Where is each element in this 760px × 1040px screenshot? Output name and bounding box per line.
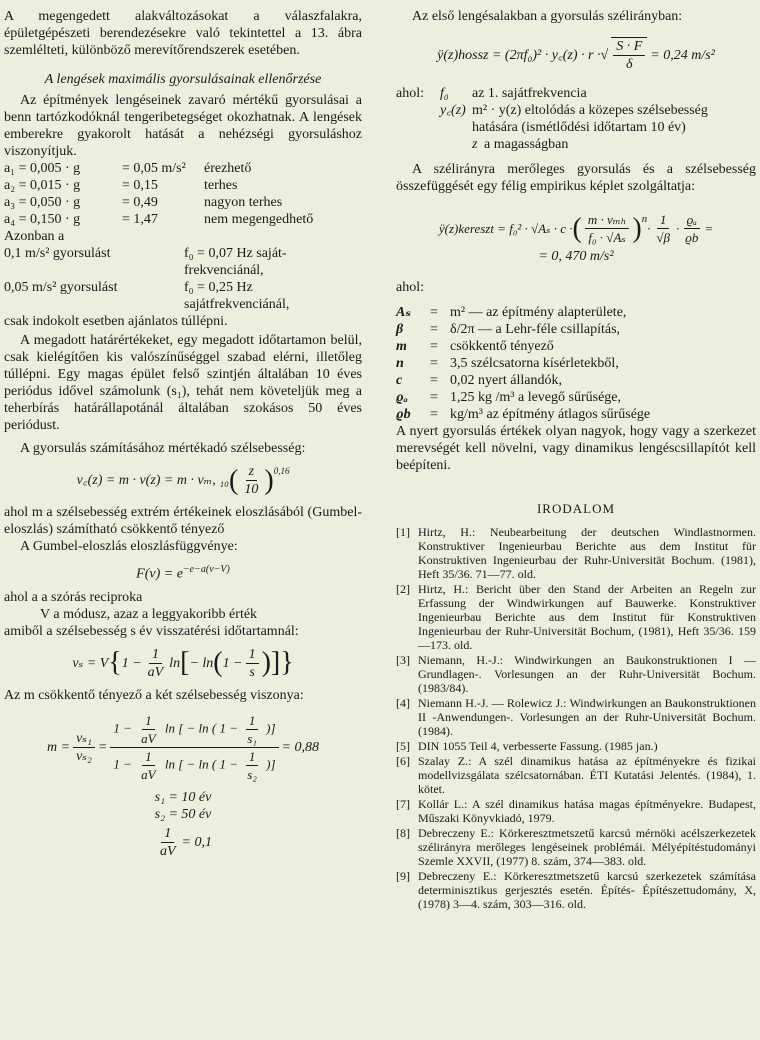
- paragraph-hatarertekek: A megadott határértékeket, egy megadott időtartamon belül, csak kielégítően kis valószínűséggel szabad elérni, illetőleg túllépni. Egy magas épület felső szintjén általában 10 éves periódus idővel számolunk (s₁), tehát nem követeljük meg a teherbírás határállapotánál általában szokásos 50 éves periódust.: [4, 333, 362, 433]
- paragraph-m-ratio: Az m csökkentő tényező a két szélsebesség viszonya:: [4, 687, 304, 703]
- left-column: A megengedett alakváltozásokat a válaszfalakra, épületgépészeti berendezésekre való tekintettel a 13. ábra szemlélteti, különböző merevítőrendszerek esetében. A lengések maximális gyorsulásainak ellenőrzése Az építmények lengéseinek zavaró mértékű gyorsulásai a benn tartózkodóknál tengeribetegséget okozhatnak. A lengések emberekre gyakorolt hatását a nehézségi gyorsuláshoz viszonyítjuk. a₁ = 0,005 · g = 0,05 m/s² érezhető a₂ = 0,015 · g = 0,15 terhes a₃ = 0,050 · g = 0,49 nagyon terhes a₄ = 0,150 · g = 1,47 nem megengedhető Azonban a 0,1 m/s² gyorsulást f₀ = 0,07 Hz saját- frekvenciánál, 0,05 m/s² gyorsulást f₀ = 0,25 Hz sajátfrekvenciánál, csak indokolt esetben ajánlatos túllépni. A megadott határértékeket, egy megadott időtartamon belül, csak kielégítően kis valószínűséggel szabad elérni, illetőleg túllépni. Egy magas épület felső szintjén általában 10 éves periódus idővel számolunk (s₁), tehát nem követeljük meg a teherbírás határállapotánál általában szokásos 50 éves periódust. A gyorsulás számításához mértékadó szélsebesség: v꜀(z) = m · v(z) = m · vₘ, ₁₀ ( $\frac{z}{10}$ ) $^{0,16}$ ahol m a szélsebesség extrém értékeinek eloszlásából (Gumbel-eloszlás) számítható csökkentő tényező A Gumbel-eloszlás eloszlásfüggvénye: $F(v) = e^{-e-a(v-V)}$ ahol a a szórás reciproka V a módusz, azaz a leggyakoribb érték amiből a szélsebesség s év visszatérési időtartamnál: vₛ = V { 1 − $\frac{1}{aV}$ ln [ − ln ( 1 − $\frac{1}{s}$ )]} Az m csökkentő tényező a két szélsebesség viszonya: m = $\frac{\text{vₛ₁}}{\text{vₛ₂}}$ = 1 − $\frac{1}{aV}$ ln [ − ln ( 1 − $\frac{1}{\text{s₁}}$ )] 1 − $\frac{1}{aV}$ ln [ − ln ( 1 − $\frac{1}{\text{s₂}}$ )] = 0,88 s₁ = 10 év s₂ = 50 év $\frac{1}{aV}$ = 0,1: [4, 9, 362, 859]
- condition-s2: s₂ = 50 év: [154, 806, 212, 822]
- where-label-2: ahol:: [396, 280, 424, 295]
- gumbel-text: A Gumbel-eloszlás eloszlásfüggvénye:: [20, 539, 238, 554]
- condition-s1: s₁ = 10 év: [154, 789, 212, 805]
- reference-list: [396, 525, 756, 911]
- condition-av: $\frac{1}{aV}$ = 0,1: [159, 825, 212, 859]
- only-allowed-text: csak indokolt esetben ajánlatos túllépni.: [4, 314, 228, 329]
- accel-row: a₃ = 0,050 · g = 0,49 nagyon terhes: [4, 195, 283, 210]
- paragraph-return-period: amiből a szélsebesség s év visszatérési időtartamnál:: [4, 623, 299, 639]
- symbol-row: m = csökkentő tényező: [396, 339, 554, 354]
- symbol-row: β = δ/2π — a Lehr-féle csillapítás,: [396, 322, 621, 337]
- symbol-row: c = 0,02 nyert állandók,: [396, 373, 562, 388]
- accel-row: a₄ = 0,150 · g = 1,47 nem megengedhető: [4, 212, 314, 227]
- symbol-table: [396, 304, 756, 423]
- symbol-row: Aₛ = m² — az építmény alapterülete,: [396, 305, 627, 320]
- symbol-row: ϱₐ = 1,25 kg /m³ a levegő sűrűsége,: [396, 390, 621, 405]
- reference-item: [3] Niemann, H.-J.: Windwirkungen an Baukonstruktionen I — Grundlagen-. Vorlesungen an der Ruhr-Universität Bochum. (1983/84).: [396, 653, 756, 695]
- reference-item: [8] Debreczeny E.: Körkeresztmetszetű karcsú mérnöki acélszerkezetek szélirányra merőleges lengéseinek problémái. Mélyépítéstudományi Szemle XXVII, (1977) 8. szám, 374—383. old.: [396, 826, 756, 868]
- reference-item: [5] DIN 1055 Teil 4, verbesserte Fassung. (1985 jan.): [396, 739, 658, 753]
- reference-item: [1] Hirtz, H.: Neubearbeitung der deutschen Windlastnormen. Konstruktiver Ingenieurbau Berichte aus dem Institut für Konstruktiven Ingenieurbau der Ruhr-Universität Bochum. (1981), Heft 35/36. 71—77. old.: [396, 525, 756, 581]
- paragraph-lengesek: Az építmények lengéseinek zavaró mértékű gyorsulásai a benn tartózkodóknál tengeribetegséget okozhatnak. A lengések emberekre gyakorolt hatását a nehézségi gyorsuláshoz viszonyítjuk.: [4, 93, 362, 159]
- equation-m: m = $\frac{\text{vₛ₁}}{\text{vₛ₂}}$ = 1 − $\frac{1}{aV}$ ln [ − ln ( 1 − $\frac{1}{\text{s₁}}$ )] 1 − $\frac{1}{aV}$ ln [ − ln ( 1 − $\frac{1}{\text{s₂}}$ )] = 0,88: [47, 712, 319, 782]
- cross-wind-result: = 0, 470 m/s²: [538, 249, 614, 264]
- accel-row: a₁ = 0,005 · g = 0,05 m/s² érezhető: [4, 161, 252, 176]
- equation-along-wind: ÿ(z)hossz = (2πf₀)² · y꜀(z) · r · √ $\frac{S \cdot F}{\delta}$ = 0,24 m/s²: [437, 39, 715, 72]
- reference-item: [9] Debreczeny E.: Körkeresztmetszetű karcsú szerkezetek számítása determinisztikus gerjesztés esetén. Építés- Építészettudomány, X, (1978) 3—4. szám, 303—316. old.: [396, 869, 756, 911]
- where-table-1: ahol: f₀ az 1. sajátfrekvencia y꜀(z) m² · y(z) eltolódás a közepes szélsebesség hatására (ismétlődési időtartam 10 év) z a magasságban: [396, 86, 708, 152]
- right-column: [396, 8, 756, 912]
- equation-wind-speed: v꜀(z) = m · v(z) = m · vₘ, ₁₀ ( $\frac{z}{10}$ ) $^{0,16}$: [76, 464, 290, 497]
- conclusion-paragraph: A nyert gyorsulás értékek olyan nagyok, hogy vagy a szerkezet merevségét kell növelni, vagy dinamikus lengéscsillapítót kell beépíteni.: [396, 424, 756, 473]
- where-a: ahol a a szórás reciproka: [4, 589, 143, 605]
- paragraph-cross-wind: A szélirányra merőleges gyorsulás és a szélsebesség összefüggését egy félig empirikus képlet szolgáltatja:: [396, 162, 756, 194]
- section-heading: A lengések maximális gyorsulásainak ellenőrzése: [44, 72, 322, 87]
- reference-item: [7] Kollár L.: A szél dinamikus hatása magas építményekre. Budapest, Műszaki Könyvkiadó, 1979.: [396, 797, 756, 825]
- equation-vs: vₛ = V { 1 − $\frac{1}{aV}$ ln [ − ln ( 1 − $\frac{1}{s}$ )]}: [72, 646, 294, 680]
- symbol-row: n = 3,5 szélcsatorna kísérletekből,: [396, 356, 619, 371]
- freq-row: 0,05 m/s² gyorsulást f₀ = 0,25 Hz: [4, 280, 253, 295]
- acceleration-table: [4, 160, 362, 228]
- paragraph-szelirany: Az első lengésalakban a gyorsulás szélirányban:: [412, 9, 683, 24]
- reference-item: [4] Niemann H.-J. — Rolewicz J.: Windwirkungen an Baukonstruktionen II -Anwendungen-. Vorlesungen an der Ruhr-Universität Bochum. (1984).: [396, 696, 756, 738]
- equation-gumbel: $F(v) = e^{-e-a(v-V)}$: [136, 564, 230, 582]
- freq-row: 0,1 m/s² gyorsulást f₀ = 0,07 Hz saját-: [4, 246, 287, 261]
- references-title: IRODALOM: [536, 501, 616, 516]
- paragraph-gyorsulas: A gyorsulás számításához mértékadó szélsebesség:: [20, 441, 306, 456]
- reference-item: [6] Szalay Z.: A szél dinamikus hatása az építményekre és fizikai modellvizsgálata szélcsatornában. ÉTI Kutatási Jelentés. (1984), 1. kötet.: [396, 754, 756, 796]
- paragraph-m-factor: ahol m a szélsebesség extrém értékeinek eloszlásából (Gumbel-eloszlás) számítható csökkentő tényező: [4, 505, 362, 537]
- however-text: Azonban a: [4, 229, 65, 244]
- intro-paragraph: A megengedett alakváltozásokat a válaszfalakra, épületgépészeti berendezésekre való tekintettel a 13. ábra szemlélteti, különböző merevítőrendszerek esetében.: [4, 9, 362, 58]
- symbol-row: ϱb = kg/m³ az építmény átlagos sűrűsége: [396, 407, 651, 422]
- reference-item: [2] Hirtz, H.: Bericht über den Stand der Arbeiten an Regeln zur Erfassung der Windwirkungen auf Bauwerke. Konstruktiver Ingenieurbau Berichte aus dem Institut für Konstruktiven Ingenieurbau der Ruhr-Universität Bochum, (1981), Heft 35/36. 159—173. old.: [396, 582, 756, 652]
- equation-cross-wind: ÿ(z)kereszt = f₀² · √Aₛ · c · ( $\frac{\text{m · vₘₕ}}{\text{f₀ · √Aₛ}}$ ) $^n$ · $\frac{1}{√\beta}$ · $\frac{\text{ϱₐ}}{ϱb}$ =: [438, 212, 714, 245]
- accel-row: a₂ = 0,015 · g = 0,15 terhes: [4, 178, 238, 193]
- where-v: V a módusz, azaz a leggyakoribb érték: [40, 606, 258, 622]
